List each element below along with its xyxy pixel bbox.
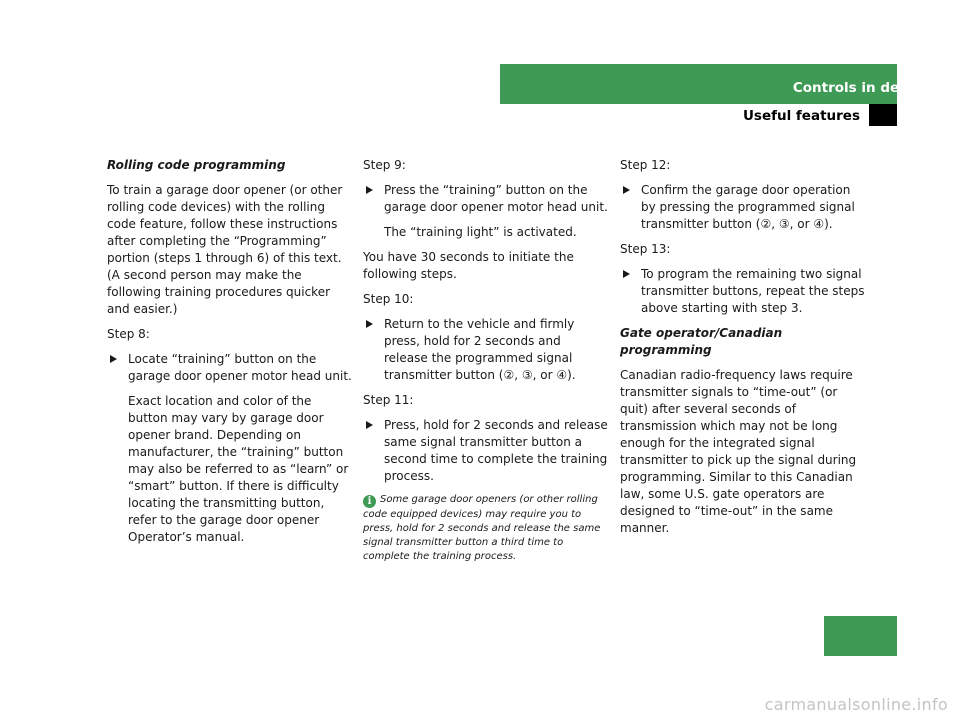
info-note: [363, 493, 608, 564]
watermark: carmanualsonline.info: [764, 695, 948, 714]
step8-bullet: [107, 351, 353, 385]
canadian-text: Canadian radio-frequency laws require transmitter signals to “time-out” (or quit) after several seconds of transmission which may not be long enough for the integrated signal transmitter to pick up the signal during programming. Similar to this Canadian law, some U.S. gate operators are designed to “time-out” in the same manner.: [620, 368, 857, 535]
step9-label: Step 9:: [363, 158, 406, 172]
column-3: [620, 157, 865, 545]
step8-detail: Exact location and color of the button may vary by garage door opener brand. Depending on manufacturer, the “training” button may also be referred to as “learn” or “smart” button. If there is difficulty locating the transmitting button, refer to the garage door opener Operator’s manual.: [128, 394, 349, 544]
info-icon: i: [363, 495, 376, 508]
step12-bullet: [620, 182, 865, 233]
step8-bullet-text: Locate “training” button on the garage door opener motor head unit.: [128, 352, 352, 383]
arrow-icon: [110, 355, 117, 363]
step10-bullet-text: Return to the vehicle and firmly press, hold for 2 seconds and release the programmed signal transmitter button (②, ③, or ④).: [384, 317, 576, 382]
step12-bullet-text: Confirm the garage door operation by pressing the programmed signal transmitter button (②, ③, or ④).: [641, 183, 855, 231]
info-note-text: Some garage door openers (or other rolling code equipped devices) may require you to press, hold for 2 seconds and release the same signal transmitter button a third time to complete the training process.: [363, 494, 601, 562]
step9-detail: The “training light” is activated.: [384, 225, 577, 239]
step8-label: Step 8:: [107, 327, 150, 341]
step13-label: Step 13:: [620, 242, 671, 256]
column-1: [107, 157, 353, 554]
step11-bullet: [363, 417, 608, 485]
header-marker: [869, 104, 897, 126]
page-number-box: [824, 616, 897, 656]
step9-bullet-text: Press the “training” button on the garage door opener motor head unit.: [384, 183, 608, 214]
section-title: Controls in detail: [792, 80, 924, 96]
arrow-icon: [366, 421, 373, 429]
gate-operator-heading: Gate operator/Canadian programming: [620, 326, 783, 357]
step11-bullet-text: Press, hold for 2 seconds and release same signal transmitter button a second time to complete the training process.: [384, 418, 608, 483]
seconds-text: You have 30 seconds to initiate the following steps.: [363, 250, 574, 281]
step10-label: Step 10:: [363, 292, 414, 306]
page-number: 239: [896, 622, 924, 637]
step10-bullet: [363, 316, 608, 384]
step13-bullet: [620, 266, 865, 317]
step9-bullet: [363, 182, 608, 216]
step13-bullet-text: To program the remaining two signal transmitter buttons, repeat the steps above starting with step 3.: [641, 267, 865, 315]
rolling-code-intro: To train a garage door opener (or other rolling code devices) with the rolling code feature, follow these instructions after completing the “Programming” portion (steps 1 through 6) of this text. (A second person may make the following training procedures quicker and easier.): [107, 183, 343, 316]
rolling-code-heading: Rolling code programming: [107, 158, 286, 172]
arrow-icon: [366, 320, 373, 328]
column-2: [363, 157, 608, 572]
section-subtitle: Useful features: [742, 108, 860, 124]
arrow-icon: [623, 270, 630, 278]
step11-label: Step 11:: [363, 393, 414, 407]
arrow-icon: [366, 186, 373, 194]
step12-label: Step 12:: [620, 158, 671, 172]
arrow-icon: [623, 186, 630, 194]
